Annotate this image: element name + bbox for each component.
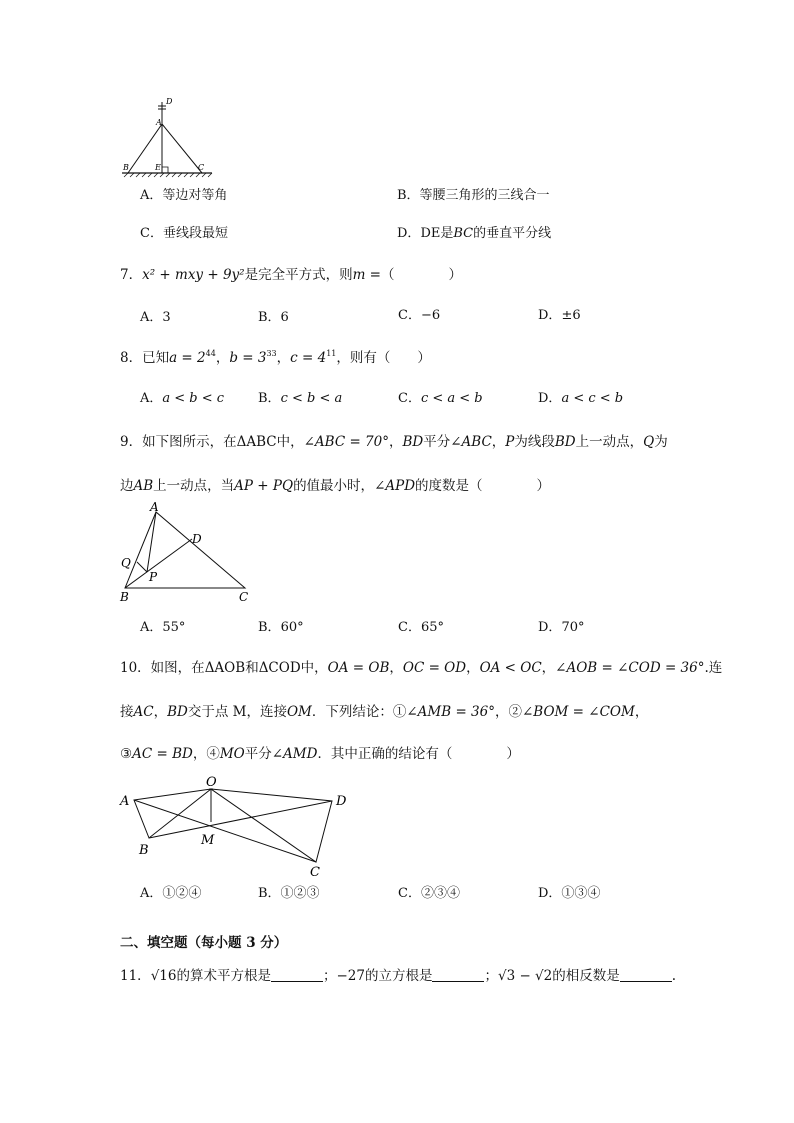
q9-stem-line1 [120, 433, 668, 451]
q8-b-expr: b = 3 [229, 350, 267, 366]
q10-l1-e4: ∠AOB = ∠COD = 36° [555, 660, 705, 676]
q9-label-d: D [192, 532, 202, 546]
q10-label-b: B [139, 843, 149, 858]
q11-t2: 的立方根是 [364, 968, 433, 984]
q8-d-label: D． [538, 391, 562, 406]
q9-l1-f: 为线段 [514, 434, 555, 450]
q10-stem-line2 [120, 703, 648, 721]
q10-l3-b: ，④ [192, 746, 220, 762]
q9-option-c [398, 619, 444, 637]
q6-d-mid: 是 [440, 226, 454, 241]
q11-t1: 的算术平方根是 [176, 968, 271, 984]
q10-label-c: C [310, 865, 320, 880]
q11-t3: 的相反数是 [552, 968, 620, 984]
q9-d-val: 70° [561, 620, 585, 635]
q10-l3-ang: ∠AMD [271, 746, 318, 762]
q11-r1: √16 [150, 968, 177, 984]
q10-l3-a: ③ [120, 746, 133, 762]
q9-option-b [258, 619, 304, 637]
q7-text1: 是完全平方式，则 [244, 267, 353, 283]
q9-stem-line2 [120, 477, 550, 495]
q8-option-b [258, 390, 342, 408]
q10-option-d: D．①③④ [538, 886, 601, 901]
q9-l2-d: 的度数是（ ） [415, 478, 551, 494]
q7-stem [120, 266, 462, 284]
q10-l1-f: ， [541, 660, 556, 676]
q9-l2-expr: AP + PQ [234, 478, 294, 494]
q7-option-b: B．6 [258, 310, 289, 325]
q10-label-m: M [201, 833, 215, 848]
q8-a-expr: a = 2 [169, 350, 206, 366]
q8-option-a [140, 390, 224, 408]
q8-sep1: ， [215, 350, 230, 366]
q6-label-c: C [198, 163, 205, 172]
q10-l2-e2: ∠BOM = ∠COM [522, 704, 635, 720]
q10-l1-e2: OC = OD [402, 660, 467, 676]
q9-label-c: C [239, 590, 249, 604]
q9-l2-ang: ∠APD [374, 478, 416, 494]
q8-tail: ，则有（ ） [336, 350, 431, 366]
q9-b-val: 60° [280, 620, 304, 635]
q10-l2-e: ，② [495, 704, 522, 720]
q9-l1-bd: BD [402, 434, 424, 450]
q11-blank-3[interactable] [620, 969, 672, 982]
q8-c-exp: 11 [326, 349, 337, 358]
q6-label-a: A [156, 118, 162, 127]
q10-l2-ac: AC [133, 704, 154, 720]
q8-b-label: B． [258, 391, 281, 406]
q6-d-suffix: 的垂直平分线 [473, 226, 552, 241]
q9-label-a: A [150, 500, 159, 514]
q9-l1-b: 中， [276, 434, 304, 450]
q11-blank-1[interactable] [271, 969, 323, 982]
q10-l2-c: 交于点 M，连接 [187, 704, 287, 720]
q9-l1-c: ， [388, 434, 403, 450]
q10-label-o: O [206, 775, 217, 790]
q8-b-exp: 33 [266, 349, 277, 358]
q10-l3-d: ．其中正确的结论有（ ） [317, 746, 520, 762]
q11-v2: −27 [336, 968, 365, 984]
q8-option-c [398, 390, 483, 408]
q10-figure [112, 770, 362, 880]
q6-option-b: B．等腰三角形的三线合一 [397, 188, 550, 203]
q10-l3-c: 平分 [244, 746, 272, 762]
q9-l1-ang2: ∠ABC [450, 434, 492, 450]
q9-label-q: Q [121, 556, 131, 570]
q10-option-a: A．①②④ [140, 886, 202, 901]
q7-option-d [538, 307, 581, 325]
q7-c-label: C． [398, 308, 421, 323]
q6-figure [118, 94, 218, 180]
q10-label-d: D [336, 794, 347, 809]
q10-l2-d: ．下列结论：① [311, 704, 407, 720]
q7-expr: x² + mxy + 9y² [142, 267, 245, 283]
q10-l1-d: ， [389, 660, 403, 676]
q8-sep2: ， [276, 350, 291, 366]
q9-a-label: A． [140, 620, 163, 635]
q9-l1-h: 为 [654, 434, 668, 450]
q10-l2-a: 接 [120, 704, 134, 720]
q10-l1-c: 中， [300, 660, 328, 676]
q7-option-a: A．3 [140, 310, 171, 325]
q10-l1-t2: ΔCOD [258, 660, 301, 676]
q11-blank-2[interactable] [432, 969, 484, 982]
q9-option-d [538, 619, 584, 637]
q7-m: m = [352, 267, 381, 283]
q10-stem-line3 [120, 745, 520, 763]
q9-l1-p: P [505, 434, 515, 450]
q10-l1-g: .连 [704, 660, 723, 676]
q8-a-exp: 44 [205, 349, 216, 358]
q9-label-b: B [120, 590, 129, 604]
q10-l1-e: ， [466, 660, 480, 676]
q9-l2-b: 上一动点，当 [153, 478, 235, 494]
q10-l3-e1: AC = BD [132, 746, 193, 762]
q6-option-a: A．等边对等角 [140, 188, 228, 203]
q8-c-expr: c = 4 [290, 350, 327, 366]
q9-l1-bd2: BD [554, 434, 576, 450]
q6-option-d [397, 225, 551, 243]
q6-d-prefix: D． [397, 226, 421, 241]
q9-l2-a: 边 [120, 478, 134, 494]
q9-a-val: 55° [162, 620, 186, 635]
q6-option-c: C．垂线段最短 [140, 226, 228, 241]
q7-option-c [398, 307, 440, 325]
q8-d-val: a < c < b [561, 391, 624, 406]
q10-l2-b: ， [153, 704, 168, 720]
q11-s1: ； [322, 968, 337, 984]
q10-l2-e1: ∠AMB = 36° [406, 704, 495, 720]
q9-l1-e: ， [491, 434, 506, 450]
q10-stem-line1 [120, 659, 722, 677]
q10-l1-a: 10．如图，在 [120, 660, 205, 676]
q8-b-val: c < b < a [280, 391, 343, 406]
q9-b-label: B． [258, 620, 281, 635]
q10-l1-e1: OA = OB [327, 660, 390, 676]
q7-d-label: D． [538, 308, 562, 323]
q8-c-val: c < a < b [420, 391, 483, 406]
q9-l1-d: 平分 [423, 434, 451, 450]
q6-d-de: DE [420, 226, 441, 241]
q9-option-a [140, 619, 185, 637]
q10-l3-mo: MO [219, 746, 245, 762]
q9-l1-a: 9．如下图所示，在 [120, 434, 237, 450]
section-2-title: 二、填空题（每小题 3 分） [120, 935, 288, 951]
q11-stem [120, 967, 676, 985]
q10-option-c: C．②③④ [398, 886, 460, 901]
q6-d-bc: BC [453, 226, 474, 241]
q11-num: 11． [120, 968, 151, 984]
q11-end: . [671, 968, 677, 984]
q9-l1-ang: ∠ABC = 70° [303, 434, 389, 450]
q10-l2-f: ， [634, 704, 649, 720]
q10-l2-om: OM [286, 704, 312, 720]
q8-option-d [538, 390, 623, 408]
q11-r3: √3 − √2 [497, 968, 553, 984]
q11-s2: ； [484, 968, 498, 984]
q6-label-e: E [155, 163, 161, 172]
q10-l1-e3: OA < OC [479, 660, 542, 676]
q9-figure [112, 500, 257, 605]
q7-d-val: ±6 [561, 308, 581, 323]
q9-l2-c: 的值最小时， [293, 478, 375, 494]
q9-l1-g: 上一动点， [575, 434, 644, 450]
q8-stem [120, 349, 431, 367]
q9-label-p: P [149, 570, 158, 584]
q9-d-label: D． [538, 620, 562, 635]
q7-c-val: −6 [420, 308, 441, 323]
q6-label-b: B [123, 163, 129, 172]
q8-c-label: C． [398, 391, 421, 406]
q10-l1-t1: ΔAOB [204, 660, 246, 676]
q9-l2-ab: AB [133, 478, 154, 494]
q7-paren: （ ） [380, 267, 462, 283]
q8-num: 8．已知 [120, 350, 170, 366]
q9-c-label: C． [398, 620, 421, 635]
q10-l1-b: 和 [245, 660, 259, 676]
q8-a-label: A． [140, 391, 163, 406]
q10-option-b: B．①②③ [258, 886, 320, 901]
q7-num: 7． [120, 267, 143, 283]
q8-a-val: a < b < c [162, 391, 225, 406]
q10-label-a: A [120, 794, 130, 809]
q10-l2-bd: BD [167, 704, 188, 720]
q6-label-d: D [166, 97, 173, 106]
q9-l1-q: Q [643, 434, 655, 450]
q9-c-val: 65° [420, 620, 444, 635]
q9-l1-tri: ΔABC [236, 434, 277, 450]
